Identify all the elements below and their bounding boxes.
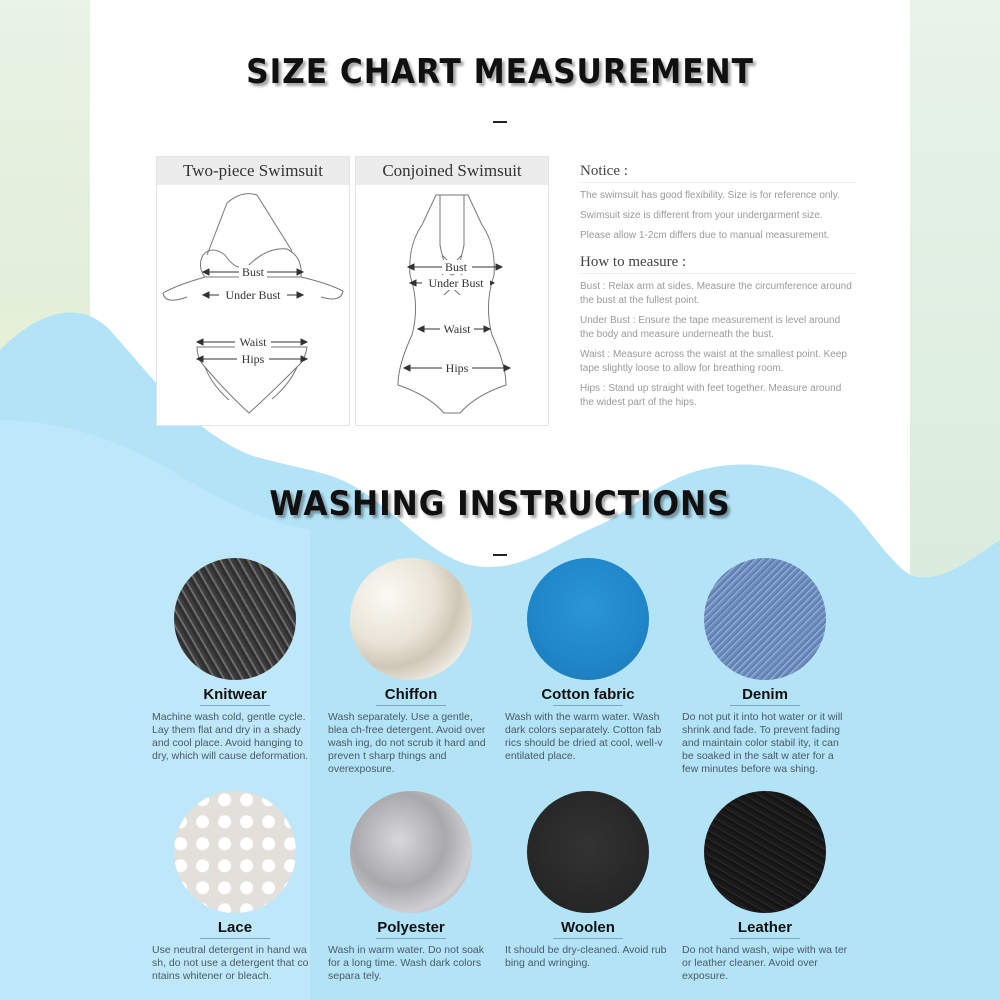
fabric-card-knitwear (150, 558, 320, 763)
conjoined-card (355, 156, 549, 426)
fabric-swatch (350, 791, 472, 913)
size-chart-title: SIZE CHART MEASUREMENT (246, 52, 754, 92)
fabric-description: Do not hand wash, wipe with wa ter or leather cleaner. Avoid over exposure. (682, 944, 848, 982)
fabric-description: Wash in warm water. Do not soak for a long time. Wash dark colors separa tely. (328, 944, 485, 982)
fabric-swatch (704, 558, 826, 680)
fabric-name: Knitwear (150, 686, 320, 706)
fabric-swatch (174, 791, 296, 913)
fabric-swatch (174, 558, 296, 680)
how-to-heading: How to measure : (580, 255, 855, 274)
fabric-card-polyester (326, 791, 496, 983)
fabric-name: Denim (680, 686, 850, 706)
fabric-card-lace (150, 791, 320, 983)
notice-item: Please allow 1-2cm differs due to manual measurement. (580, 230, 830, 241)
tp-bust-label: Bust (241, 265, 265, 279)
fabric-description: Wash separately. Use a gentle, blea ch-free detergent. Avoid over wash ing, do not scrub it hard and preven t sharp things and overexposure. (328, 711, 486, 775)
fabric-swatch (527, 791, 649, 913)
fabric-card-chiffon (326, 558, 496, 776)
cj-waist-label: Waist (443, 322, 471, 336)
tp-waist-label: Waist (239, 335, 267, 349)
tp-under-bust-label: Under Bust (225, 288, 281, 302)
notice-heading: Notice : (580, 164, 855, 183)
conjoined-heading: Conjoined Swimsuit (356, 157, 548, 185)
fabric-description: Use neutral detergent in hand wa sh, do not use a detergent that co ntains whitener or bleach. (152, 944, 309, 982)
two-piece-heading: Two-piece Swimsuit (157, 157, 349, 185)
fabric-description: Do not put it into hot water or it will shrink and fade. To prevent fading and maintain color stabil ity, it can be soaked in the salt w ater for a few minutes before wa shing. (682, 711, 843, 775)
how-to-item: Bust : Relax arm at sides. Measure the circumference around the bust at the fullest point. (580, 281, 852, 306)
fabric-swatch (350, 558, 472, 680)
fabric-card-woolen (503, 791, 673, 970)
fabric-name: Chiffon (326, 686, 496, 706)
how-to-item: Under Bust : Ensure the tape measurement is level around the body and measure underneath the bust. (580, 315, 841, 340)
cj-hips-label: Hips (445, 361, 469, 375)
fabric-name: Polyester (326, 919, 496, 939)
tp-hips-label: Hips (241, 352, 265, 366)
fabric-swatch (527, 558, 649, 680)
notice-item: The swimsuit has good flexibility. Size is for reference only. (580, 190, 840, 201)
fabric-name: Lace (150, 919, 320, 939)
title-divider (493, 121, 507, 123)
cj-under-bust-label: Under Bust (428, 276, 484, 290)
fabric-card-cotton (503, 558, 673, 763)
notice-item: Swimsuit size is different from your undergarment size. (580, 210, 823, 221)
fabric-swatch (704, 791, 826, 913)
notice-section (580, 164, 855, 410)
how-to-item: Hips : Stand up straight with feet together. Measure around the widest part of the hips. (580, 383, 842, 408)
cj-bust-label: Bust (444, 260, 468, 274)
two-piece-diagram (157, 185, 349, 425)
two-piece-card (156, 156, 350, 426)
how-to-item: Waist : Measure across the waist at the smallest point. Keep tape slightly loose to allow for breathing room. (580, 349, 847, 374)
fabric-name: Woolen (503, 919, 673, 939)
fabric-description: Machine wash cold, gentle cycle. Lay them flat and dry in a shady and cool place. Avoid hanging to dry, which will cause deformation. (152, 711, 309, 762)
fabric-name: Cotton fabric (503, 686, 673, 706)
washing-title: WASHING INSTRUCTIONS (269, 484, 731, 524)
fabric-card-leather (680, 791, 850, 983)
fabric-name: Leather (680, 919, 850, 939)
fabric-card-denim (680, 558, 850, 776)
conjoined-diagram (356, 185, 548, 425)
fabric-description: Wash with the warm water. Wash dark colors separately. Cotton fab rics should be dried at cool, well-v entilated place. (505, 711, 663, 762)
title-divider (493, 554, 507, 556)
fabric-description: It should be dry-cleaned. Avoid rub bing and wringing. (505, 944, 667, 969)
